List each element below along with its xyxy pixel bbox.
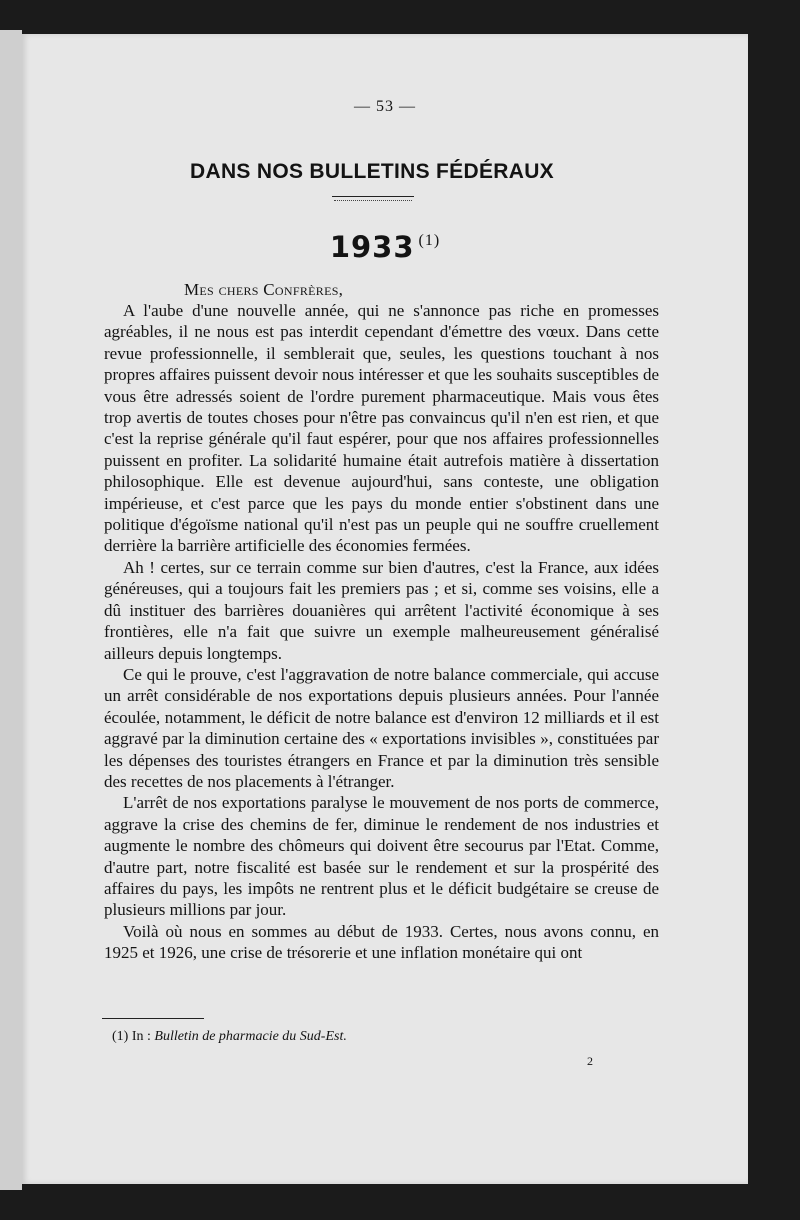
paragraph: A l'aube d'une nouvelle année, qui ne s'annonce pas riche en promesses agréables, il ne nous est pas interdit cependant d'émettre des vœux. Dans cette revue professionnelle, il semblerait que, seules, les questions touchant à nos propres affaires puissent devoir nous intéresser et que les souhaits susceptibles de vous être adressés soient de l'ordre purement pharmaceutique. Mais vous êtes trop avertis de toutes choses pour n'être pas convaincus qu'il n'en est rien, et que c'est la reprise générale qu'il faut espérer, pour que nos affaires professionnelles puissent en profiter. La solidarité humaine était autrefois matière à dissertation philosophique. Elle est devenue aujourd'hui, sans conteste, une obligation impérieuse, et c'est parce que les pays du monde entier s'obstinent dans une politique d'égoïsme national qu'il n'est pas un peuple qui ne souffre cruellement derrière la barrière artificielle des économies fermées. [104, 301, 659, 556]
footnote [112, 1029, 347, 1045]
document-page [22, 34, 748, 1184]
signature-mark: 2 [587, 1054, 593, 1068]
salutation: Mes chers Confrères, [184, 280, 344, 299]
footnote-source: Bulletin de pharmacie du Sud-Est. [154, 1029, 347, 1044]
paragraph: Ah ! certes, sur ce terrain comme sur bien d'autres, c'est la France, aux idées généreuses, qui a toujours fait les premiers pas ; et si, comme ses voisins, elle a dû instituer des barrières douanières qui arrêtent l'activité économique à ses frontières, elle n'a fait que suivre un exemple malheureusement généralisé ailleurs depuis longtemps. [104, 557, 659, 663]
paragraph: L'arrêt de nos exportations paralyse le mouvement de nos ports de commerce, aggrave la crise des chemins de fer, diminue le rendement de nos industries et augmente le nombre des chômeurs qui doivent être secourus par l'Etat. Comme, d'autre part, notre fiscalité est basée sur le rendement et sur la prospérité des affaires du pays, les impôts ne rentrent plus et le déficit budgétaire se creuse de plusieurs millions par jour. [104, 793, 659, 920]
title-divider-dotted [334, 200, 412, 201]
footnote-divider [102, 1018, 204, 1019]
page-number: — 53 — [354, 98, 416, 115]
paragraph: Voilà où nous en sommes au début de 1933. Certes, nous avons connu, en 1925 et 1926, une crise de trésorerie et une inflation monétaire qui ont [104, 921, 659, 963]
footnote-marker: (1) In : [112, 1029, 155, 1044]
article-year: 1933 [329, 230, 415, 264]
section-title: DANS NOS BULLETINS FÉDÉRAUX [190, 160, 554, 183]
footnote-reference: (1) [418, 232, 441, 249]
adjacent-page-edge [0, 30, 22, 1190]
title-divider [332, 196, 414, 197]
article-title [22, 230, 748, 264]
paragraph: Ce qui le prouve, c'est l'aggravation de notre balance commerciale, qui accuse un arrêt considérable de nos exportations depuis plusieurs années. Pour l'année écoulée, notamment, le déficit de notre balance est d'environ 12 milliards et il est aggravé par la diminution certaine des « exportations invisibles », constituées par les dépenses des touristes étrangers en France et par la diminution très sensible des recettes de nos placements à l'étranger. [104, 664, 659, 791]
article-body [104, 300, 659, 964]
